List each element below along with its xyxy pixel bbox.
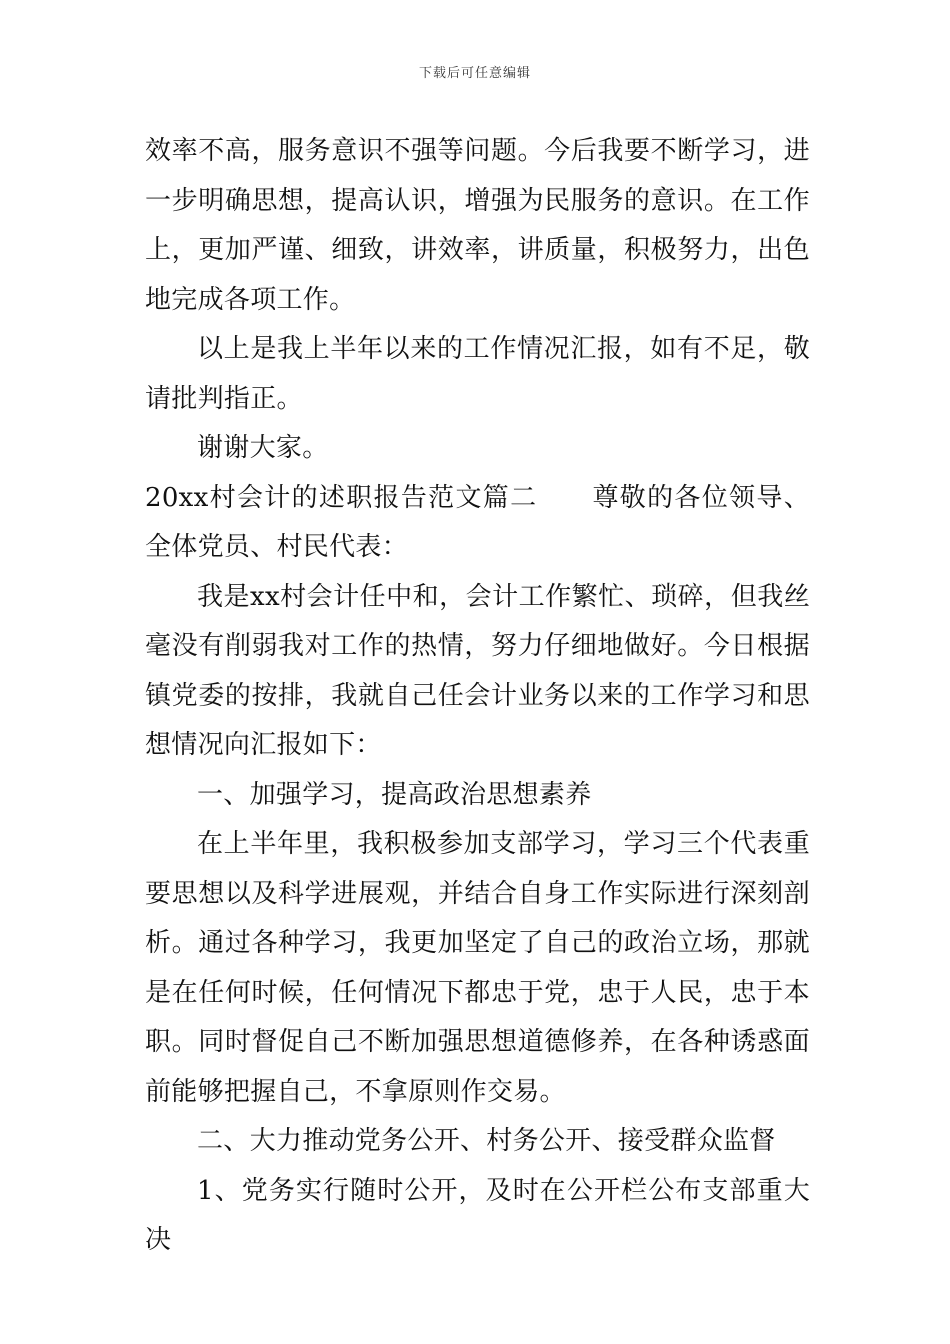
paragraph-9: 1、党务实行随时公开，及时在公开栏公布支部重大决 — [145, 1175, 810, 1255]
paragraph-7: 在上半年里，我积极参加支部学习，学习三个代表重要思想以及科学进展观，并结合自身工作实际进行深刻剖析。通过各种学习，我更加坚定了自己的政治立场，那就是在任何时候，任何情况下都忠于党，忠于人民，忠于本职。同时督促自己不断加强思想道德修养，在各种诱惑面前能够把握自己，不拿原则作交易。 — [145, 829, 810, 1107]
salutation: 尊敬的各位领导、全体党员、村民代表： — [145, 482, 810, 562]
paragraph-5: 我是xx村会计任中和，会计工作繁忙、琐碎，但我丝毫没有削弱我对工作的热情，努力仔细地做好。今日根据镇党委的按排，我就自己任会计业务以来的工作学习和思想情况向汇报如下： — [145, 581, 810, 760]
page-header: 下载后可任意编辑 — [418, 66, 531, 81]
document-body — [145, 127, 810, 1266]
heading-1: 一、加强学习，提高政治思想素养 — [197, 779, 592, 810]
paragraph-1: 效率不高，服务意识不强等问题。今后我要不断学习，进一步明确思想，提高认识，增强为民服务的意识。在工作上，更加严谨、细致，讲效率，讲质量，积极努力，出色地完成各项工作。 — [145, 136, 810, 315]
paragraph-2: 以上是我上半年以来的工作情况汇报，如有不足，敬请批判指正。 — [145, 334, 810, 414]
section-title: 20xx村会计的述职报告范文篇二 — [145, 482, 538, 513]
heading-2: 二、大力推动党务公开、村务公开、接受群众监督 — [197, 1126, 776, 1156]
paragraph-4 — [145, 474, 810, 573]
paragraph-3: 谢谢大家。 — [197, 433, 329, 463]
